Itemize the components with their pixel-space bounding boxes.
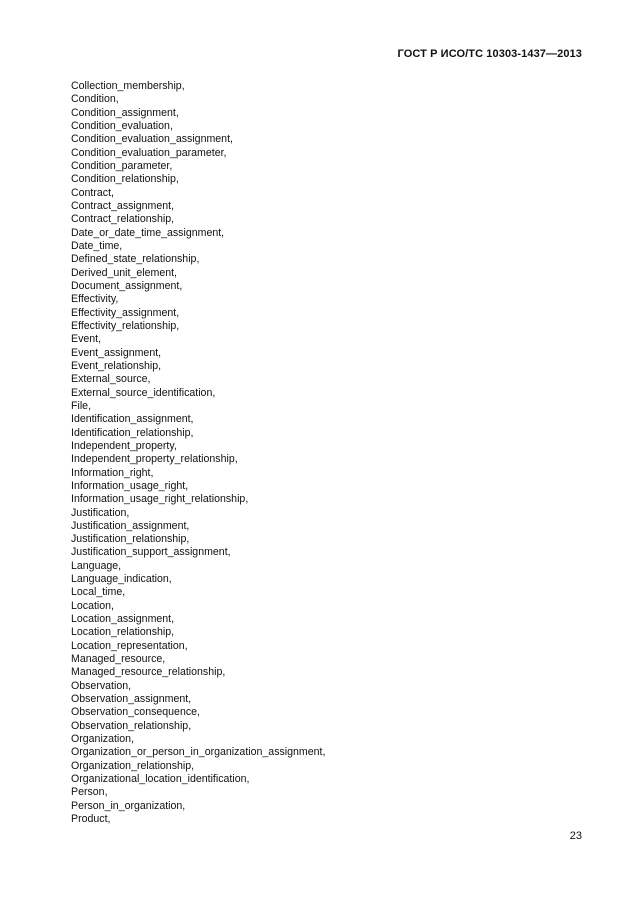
list-item: Justification_relationship, [71, 533, 190, 546]
list-item: Condition_evaluation, [71, 119, 173, 132]
list-item: Observation, [71, 679, 132, 692]
page-header: ГОСТ Р ИСО/ТС 10303-1437—2013 [397, 48, 582, 60]
list-item: Date_time, [71, 239, 123, 252]
list-item: Justification_assignment, [71, 519, 190, 532]
list-item: Date_or_date_time_assignment, [71, 226, 225, 239]
list-item: Person, [71, 786, 108, 799]
list-item: Document_assignment, [71, 279, 183, 292]
list-item: Organizational_location_identification, [71, 773, 250, 786]
list-item: Location_relationship, [71, 626, 175, 639]
list-item: Location_representation, [71, 639, 188, 652]
list-item: Event_assignment, [71, 346, 162, 359]
list-item: Organization_or_person_in_organization_assignment, [71, 746, 326, 759]
list-item: Observation_assignment, [71, 693, 192, 706]
list-item: Justification, [71, 506, 130, 519]
list-item: Identification_relationship, [71, 426, 194, 439]
list-item: Defined_state_relationship, [71, 253, 200, 266]
list-item: Person_in_organization, [71, 799, 186, 812]
list-item: Contract, [71, 186, 114, 199]
list-item: Organization, [71, 733, 135, 746]
list-item: Independent_property_relationship, [71, 453, 238, 466]
list-item: Managed_resource, [71, 653, 166, 666]
list-item: Managed_resource_relationship, [71, 666, 226, 679]
list-item: Effectivity_assignment, [71, 306, 180, 319]
list-item: Information_usage_right, [71, 479, 189, 492]
list-item: Information_usage_right_relationship, [71, 493, 249, 506]
list-item: Observation_relationship, [71, 719, 192, 732]
list-item: Condition_parameter, [71, 159, 173, 172]
list-item: Independent_property, [71, 439, 177, 452]
list-item: Product, [71, 813, 111, 826]
list-item: Condition_assignment, [71, 106, 179, 119]
list-item: Contract_relationship, [71, 213, 175, 226]
list-item: Condition_relationship, [71, 173, 179, 186]
list-item: Event_relationship, [71, 359, 162, 372]
entity-list [71, 80, 325, 826]
list-item: Location_assignment, [71, 613, 175, 626]
list-item: Contract_assignment, [71, 199, 175, 212]
list-item: Condition_evaluation_assignment, [71, 133, 233, 146]
page-number: 23 [569, 830, 582, 842]
list-item: Language_indication, [71, 573, 172, 586]
list-item: Identification_assignment, [71, 413, 194, 426]
list-item: Event, [71, 333, 102, 346]
list-item: Condition_evaluation_parameter, [71, 146, 227, 159]
list-item: Local_time, [71, 586, 126, 599]
list-item: Justification_support_assignment, [71, 546, 231, 559]
list-item: Organization_relationship, [71, 759, 195, 772]
list-item: File, [71, 399, 92, 412]
list-item: Effectivity, [71, 293, 119, 306]
list-item: Location, [71, 599, 114, 612]
list-item: Collection_membership, [71, 80, 185, 92]
list-item: Language, [71, 559, 122, 572]
list-item: External_source_identification, [71, 386, 216, 399]
list-item: Effectivity_relationship, [71, 319, 180, 332]
list-item: Information_right, [71, 466, 154, 479]
list-item: Derived_unit_element, [71, 266, 177, 279]
list-item: External_source, [71, 373, 151, 386]
list-item: Observation_consequence, [71, 706, 200, 719]
list-item: Condition, [71, 93, 119, 106]
